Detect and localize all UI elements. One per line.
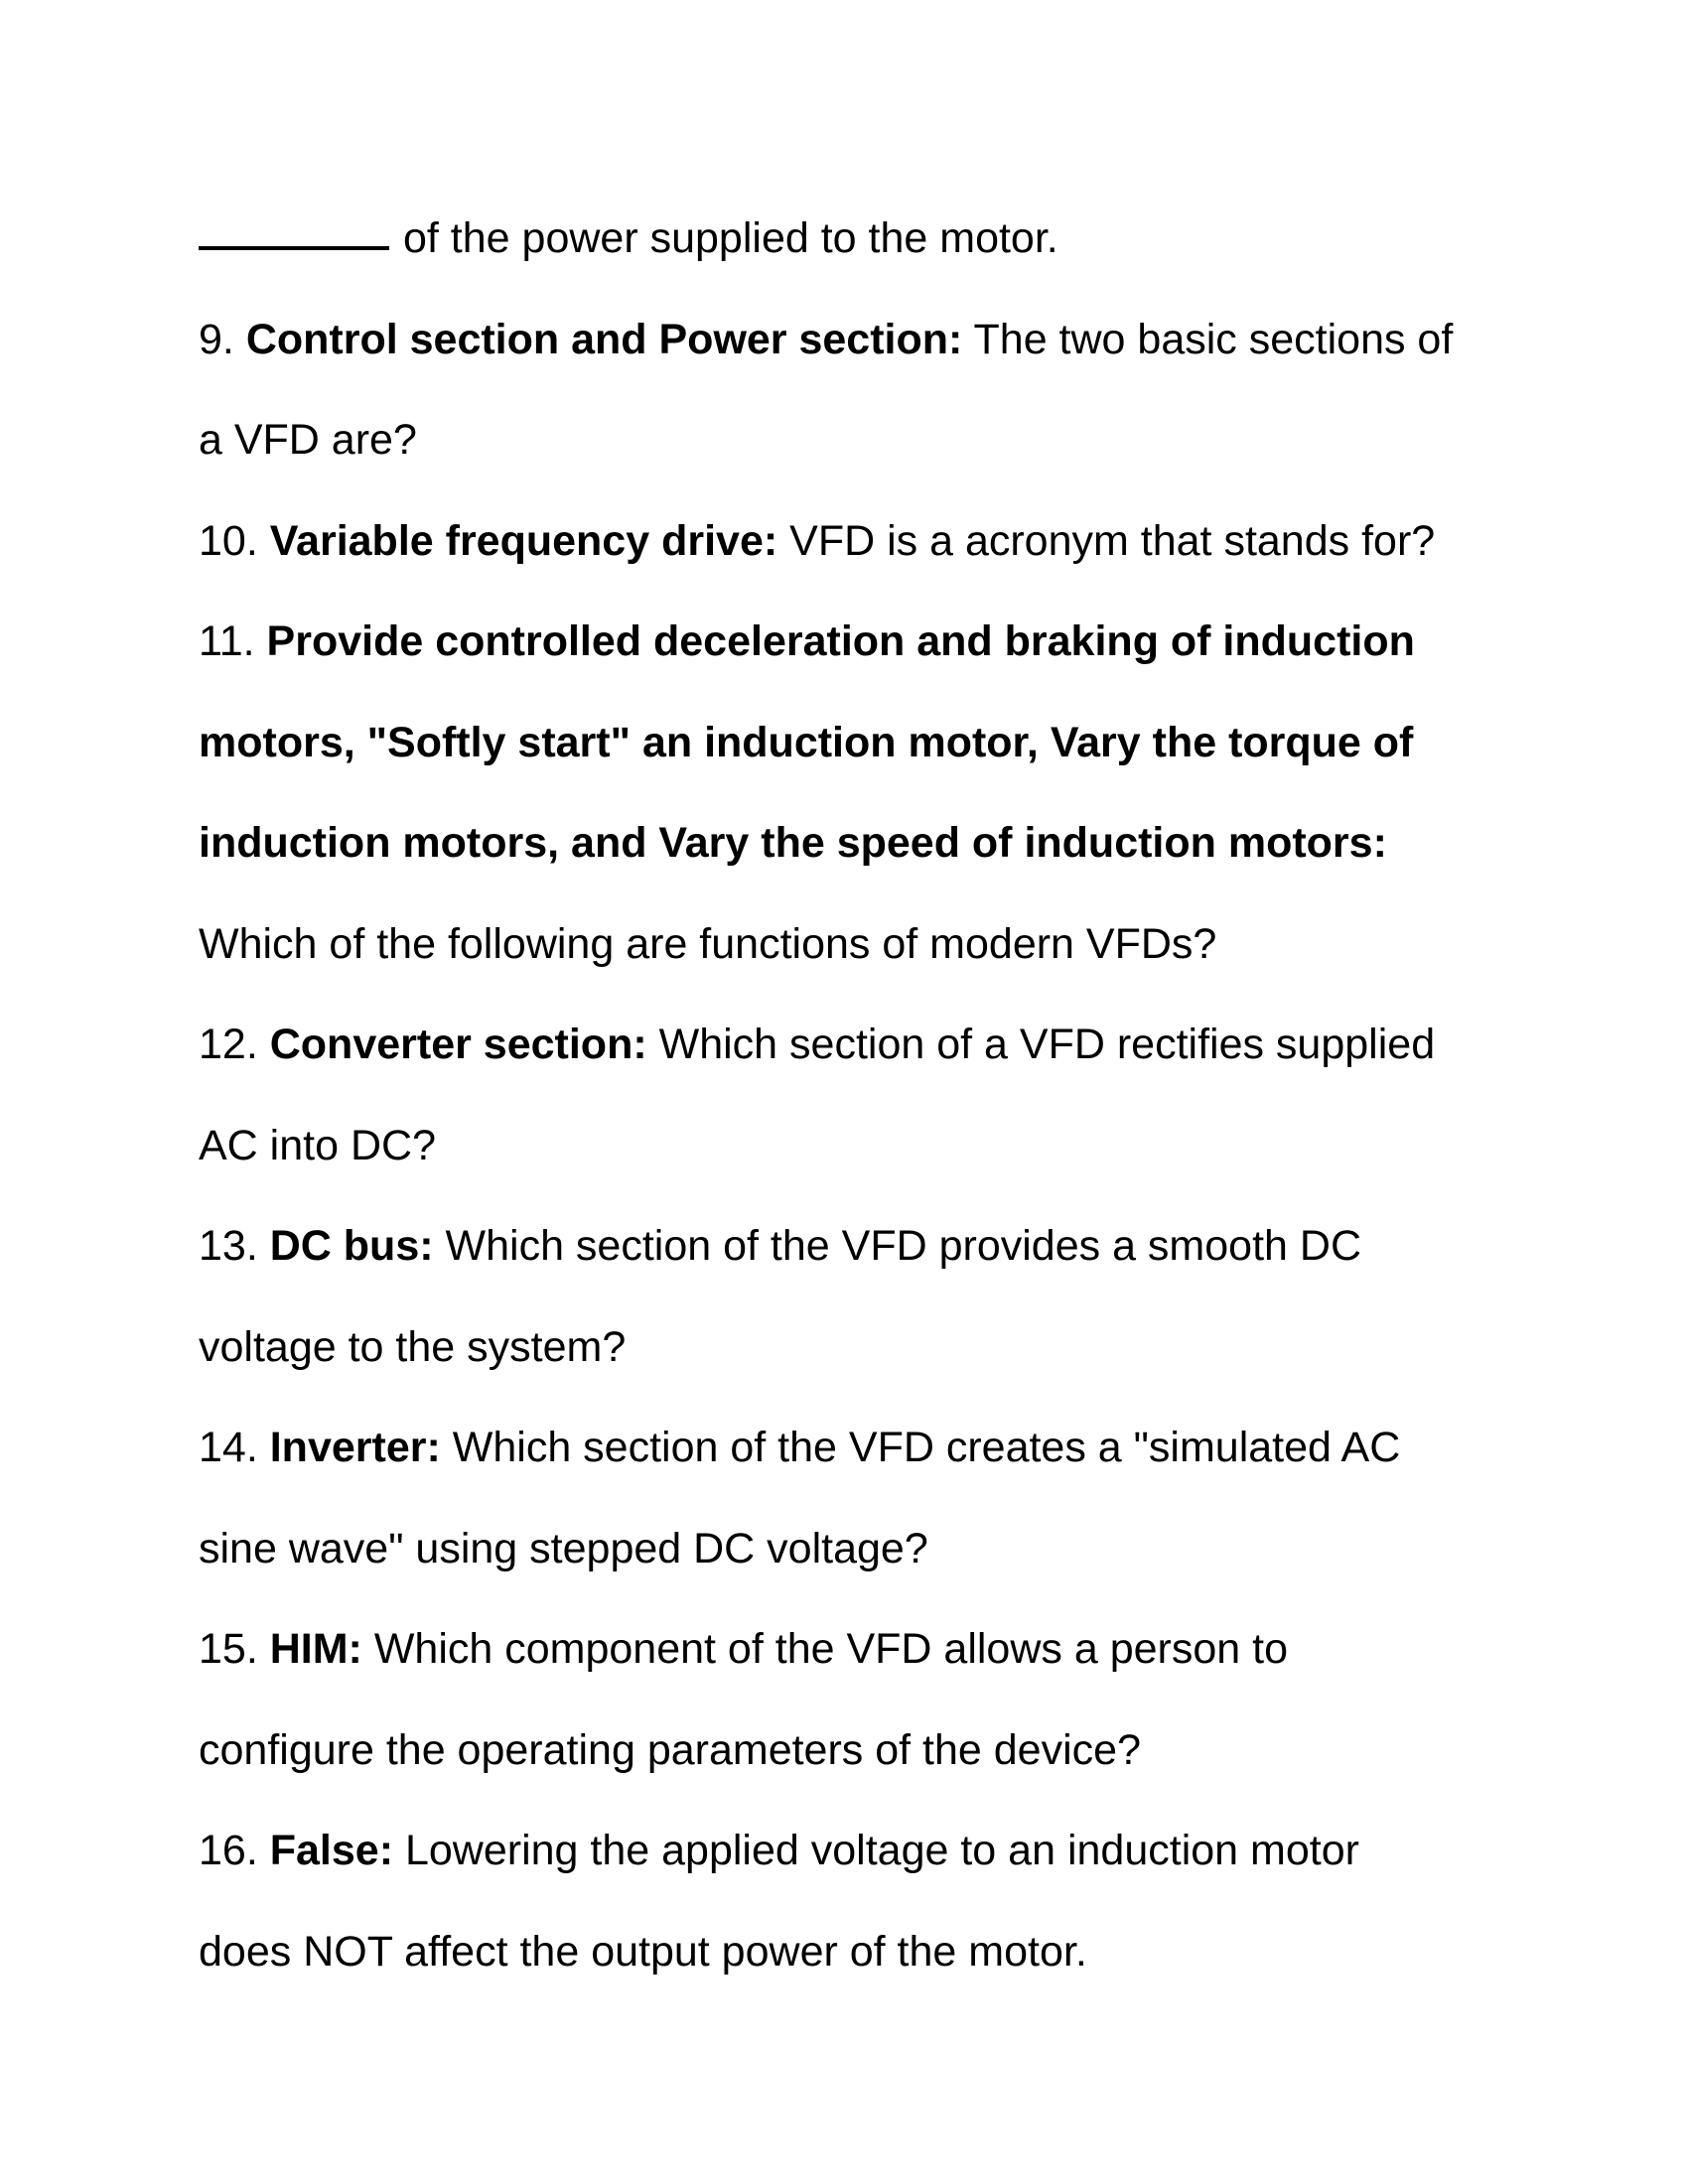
question-text: AC into DC? <box>199 1121 436 1169</box>
question-text: Which component of the VFD allows a person to <box>361 1625 1288 1673</box>
question-text: The two basic sections of <box>962 315 1454 363</box>
question-12-line-1 <box>199 995 1509 1096</box>
question-11-line-2 <box>199 693 1509 794</box>
question-12-line-2 <box>199 1096 1509 1197</box>
question-15-line-1 <box>199 1599 1509 1701</box>
question-number: 10. <box>199 516 270 565</box>
question-text: Which section of the VFD provides a smooth DC <box>433 1222 1361 1270</box>
answer-text: motors, "Softly start" an induction motor, Vary the torque of <box>199 718 1414 766</box>
answer-text: HIM: <box>269 1625 362 1673</box>
question-number: 12. <box>199 1021 270 1068</box>
question-11-line-3 <box>199 793 1509 894</box>
question-text: does NOT affect the output power of the motor. <box>199 1927 1087 1976</box>
question-text: Which section of the VFD creates a "simulated AC <box>440 1424 1401 1471</box>
question-number: 15. <box>199 1625 270 1673</box>
answer-text: induction motors, and Vary the speed of induction motors: <box>199 819 1387 867</box>
line-text: of the power supplied to the motor. <box>403 214 1058 262</box>
answer-text: Converter section: <box>269 1021 647 1068</box>
question-text: Which of the following are functions of modern VFDs? <box>199 919 1217 968</box>
question-number: 16. <box>199 1827 270 1874</box>
answer-text: False: <box>269 1827 394 1874</box>
question-text: VFD is a acronym that stands for? <box>777 516 1436 565</box>
question-number: 9. <box>199 315 246 363</box>
question-text: Which section of a VFD rectifies supplied <box>646 1021 1436 1068</box>
question-16-line-1 <box>199 1801 1509 1902</box>
answer-text: Variable frequency drive: <box>269 516 778 565</box>
question-16-line-2 <box>199 1902 1509 2003</box>
question-number: 13. <box>199 1222 270 1270</box>
answer-text: DC bus: <box>269 1222 434 1270</box>
question-13-line-1 <box>199 1196 1509 1297</box>
question-11-line-1 <box>199 592 1509 693</box>
question-text: Lowering the applied voltage to an induction motor <box>393 1827 1359 1874</box>
question-15-line-2 <box>199 1701 1509 1802</box>
question-13-line-2 <box>199 1297 1509 1399</box>
question-10-line-1 <box>199 491 1509 593</box>
question-14-line-2 <box>199 1499 1509 1600</box>
question-number: 11. <box>199 617 267 665</box>
question-11-line-4 <box>199 894 1509 996</box>
question-text: configure the operating parameters of the device? <box>199 1725 1141 1774</box>
text-line-1 <box>199 189 1509 290</box>
question-text: voltage to the system? <box>199 1322 627 1371</box>
answer-text: Inverter: <box>269 1424 441 1471</box>
fill-in-blank <box>199 246 389 250</box>
question-9-line-1 <box>199 290 1509 391</box>
question-text: a VFD are? <box>199 416 417 464</box>
question-text: sine wave" using stepped DC voltage? <box>199 1524 928 1572</box>
question-9-line-2 <box>199 390 1509 491</box>
answer-text: Control section and Power section: <box>245 315 963 363</box>
question-14-line-1 <box>199 1398 1509 1499</box>
document-page <box>199 189 1509 2002</box>
question-number: 14. <box>199 1424 270 1471</box>
answer-text: Provide controlled deceleration and braking of induction <box>266 617 1415 665</box>
